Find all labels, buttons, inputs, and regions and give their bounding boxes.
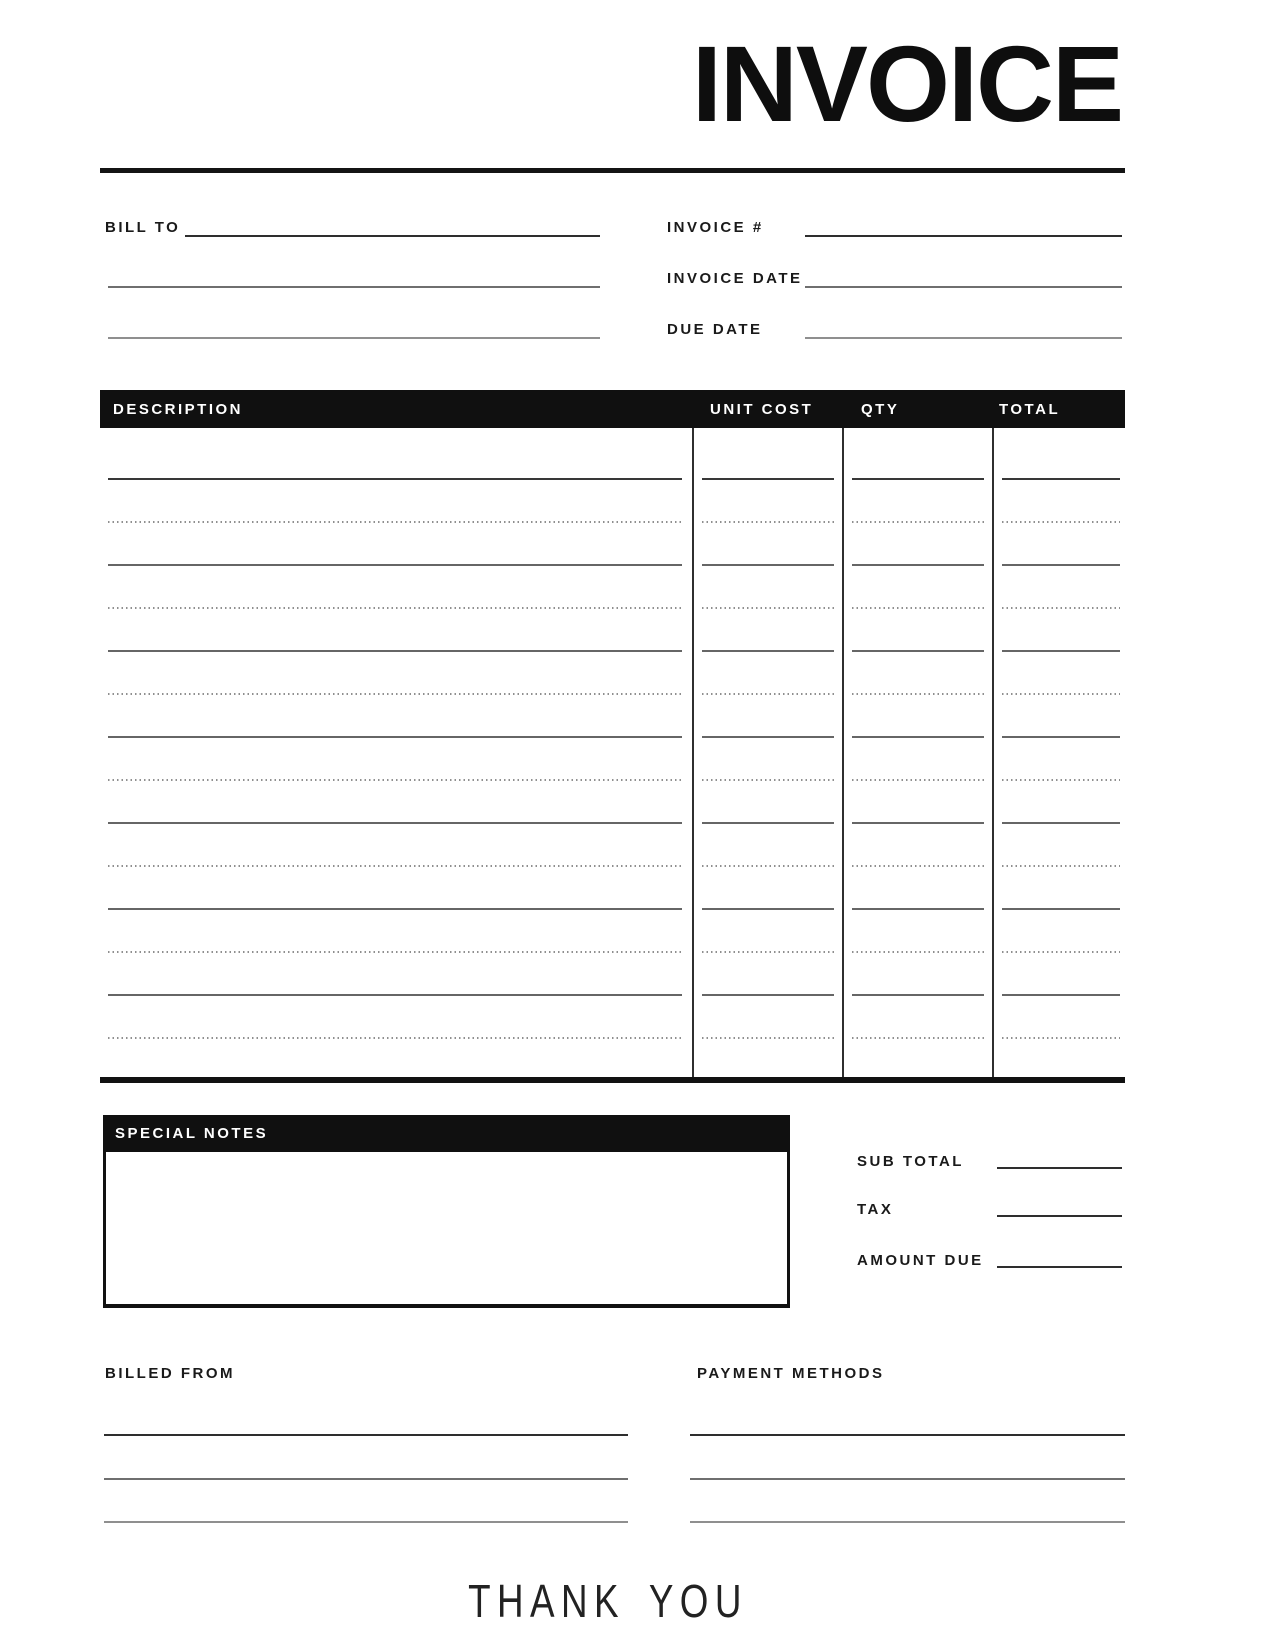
table-row-line	[0, 521, 1275, 523]
table-row-line-segment	[852, 478, 984, 480]
table-row-line-segment	[1002, 607, 1120, 609]
table-row-line-segment	[1002, 521, 1120, 523]
table-row-line-segment	[1002, 865, 1120, 867]
table-row-line-segment	[852, 908, 984, 910]
billed-from-line-2[interactable]	[104, 1478, 628, 1480]
table-row-line-segment	[108, 994, 682, 996]
table-row-line-segment	[1002, 951, 1120, 953]
tax-label: TAX	[857, 1201, 894, 1218]
table-row-line-segment	[852, 951, 984, 953]
billed-from-line-1[interactable]	[104, 1434, 628, 1436]
table-row-line-segment	[1002, 478, 1120, 480]
table-row-line-segment	[1002, 994, 1120, 996]
table-row-line-segment	[108, 951, 682, 953]
invoice-number-line[interactable]	[805, 235, 1122, 237]
table-row-line-segment	[702, 1037, 834, 1039]
column-header-description: DESCRIPTION	[113, 401, 244, 418]
table-row-line-segment	[852, 994, 984, 996]
tax-line[interactable]	[997, 1215, 1122, 1217]
table-row-line-segment	[108, 1037, 682, 1039]
table-row-line-segment	[108, 908, 682, 910]
thank-you-text: THANK YOU	[468, 1575, 748, 1627]
due-date-label: DUE DATE	[667, 321, 763, 338]
table-row-line-segment	[852, 650, 984, 652]
payment-methods-line-1[interactable]	[690, 1434, 1125, 1436]
bill-to-line-1[interactable]	[185, 235, 600, 237]
table-row-line-segment	[852, 564, 984, 566]
table-row-line-segment	[1002, 736, 1120, 738]
column-header-qty: QTY	[861, 401, 900, 418]
table-row-line	[0, 822, 1275, 824]
table-row-line-segment	[108, 650, 682, 652]
table-row-line-segment	[702, 564, 834, 566]
table-row-line-segment	[852, 736, 984, 738]
header-rule	[100, 168, 1125, 173]
table-row-line-segment	[108, 779, 682, 781]
table-bottom-rule	[100, 1077, 1125, 1083]
table-row-line-segment	[702, 736, 834, 738]
table-row-line	[0, 951, 1275, 953]
table-row-line-segment	[702, 994, 834, 996]
due-date-line[interactable]	[805, 337, 1122, 339]
table-row-line-segment	[108, 478, 682, 480]
table-row-line-segment	[702, 478, 834, 480]
special-notes-box[interactable]	[103, 1115, 790, 1308]
table-row-line	[0, 650, 1275, 652]
sub-total-line[interactable]	[997, 1167, 1122, 1169]
table-row-line-segment	[108, 607, 682, 609]
table-row-line-segment	[852, 865, 984, 867]
table-row-line-segment	[702, 822, 834, 824]
special-notes-header: SPECIAL NOTES	[103, 1115, 790, 1152]
table-row-line-segment	[1002, 779, 1120, 781]
table-row-line-segment	[852, 607, 984, 609]
bill-to-line-2[interactable]	[108, 286, 600, 288]
invoice-date-line[interactable]	[805, 286, 1122, 288]
table-row-line-segment	[702, 607, 834, 609]
table-row-line-segment	[702, 779, 834, 781]
table-row-line-segment	[108, 521, 682, 523]
invoice-date-label: INVOICE DATE	[667, 270, 803, 287]
table-row-line-segment	[108, 564, 682, 566]
column-divider	[692, 428, 694, 1077]
table-row-line-segment	[852, 1037, 984, 1039]
payment-methods-line-3[interactable]	[690, 1521, 1125, 1523]
table-row-line	[0, 865, 1275, 867]
table-row-line-segment	[1002, 564, 1120, 566]
table-row-line-segment	[108, 693, 682, 695]
payment-methods-label: PAYMENT METHODS	[697, 1365, 885, 1382]
bill-to-line-3[interactable]	[108, 337, 600, 339]
column-header-total: TOTAL	[999, 401, 1061, 418]
table-row-line-segment	[1002, 693, 1120, 695]
column-header-unit-cost: UNIT COST	[710, 401, 814, 418]
sub-total-label: SUB TOTAL	[857, 1153, 964, 1170]
table-row-line-segment	[852, 693, 984, 695]
invoice-number-label: INVOICE #	[667, 219, 764, 236]
amount-due-line[interactable]	[997, 1266, 1122, 1268]
table-row-line	[0, 564, 1275, 566]
table-row-line-segment	[702, 908, 834, 910]
table-row-line	[0, 779, 1275, 781]
table-row-line	[0, 736, 1275, 738]
table-row-line-segment	[702, 951, 834, 953]
table-row-line-segment	[1002, 822, 1120, 824]
billed-from-label: BILLED FROM	[105, 1365, 235, 1382]
table-row-line	[0, 478, 1275, 480]
table-header	[100, 390, 1125, 428]
page-title: INVOICE	[691, 23, 1122, 144]
amount-due-label: AMOUNT DUE	[857, 1252, 984, 1269]
table-row-line-segment	[702, 865, 834, 867]
table-row-line-segment	[702, 521, 834, 523]
table-row-line	[0, 1037, 1275, 1039]
column-divider	[992, 428, 994, 1077]
table-row-line-segment	[108, 736, 682, 738]
table-row-line-segment	[702, 650, 834, 652]
table-row-line-segment	[852, 822, 984, 824]
table-row-line	[0, 908, 1275, 910]
table-row-line-segment	[702, 693, 834, 695]
bill-to-label: BILL TO	[105, 219, 181, 236]
table-row-line-segment	[1002, 908, 1120, 910]
table-row-line-segment	[852, 521, 984, 523]
table-row-line-segment	[1002, 650, 1120, 652]
table-row-line-segment	[852, 779, 984, 781]
table-row-line	[0, 693, 1275, 695]
table-row-line-segment	[108, 822, 682, 824]
table-row-line-segment	[1002, 1037, 1120, 1039]
table-row-line	[0, 994, 1275, 996]
table-row-line	[0, 607, 1275, 609]
payment-methods-line-2[interactable]	[690, 1478, 1125, 1480]
table-row-line-segment	[108, 865, 682, 867]
billed-from-line-3[interactable]	[104, 1521, 628, 1523]
column-divider	[842, 428, 844, 1077]
